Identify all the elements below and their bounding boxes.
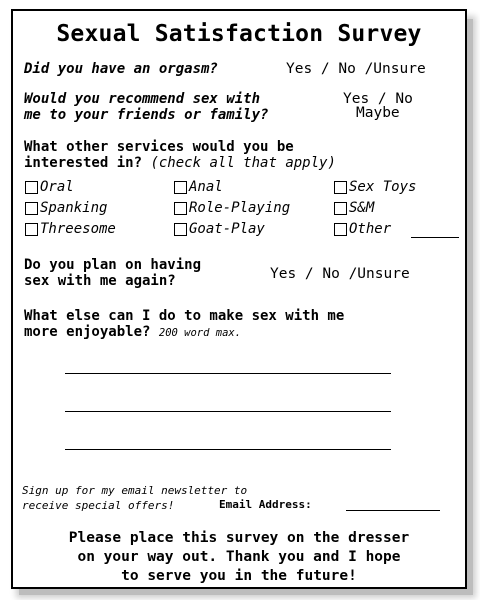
question-recommend-line2: me to your friends or family? bbox=[24, 107, 269, 123]
checkbox-goat-play[interactable] bbox=[174, 221, 265, 237]
checkbox-label: S&M bbox=[349, 200, 375, 216]
checkbox-oral[interactable] bbox=[25, 179, 74, 195]
email-input-line[interactable] bbox=[346, 510, 440, 511]
question-again-line1: Do you plan on having bbox=[24, 257, 202, 273]
survey-sheet bbox=[11, 9, 467, 589]
checkbox-square[interactable] bbox=[174, 181, 187, 194]
checkbox-square[interactable] bbox=[25, 223, 38, 236]
checkbox-square[interactable] bbox=[174, 202, 187, 215]
closing-line3: to serve you in the future! bbox=[121, 568, 357, 584]
answer-line-1[interactable] bbox=[65, 373, 391, 374]
checkbox-s-and-m[interactable] bbox=[334, 200, 374, 216]
question-services-text: interested in? bbox=[24, 155, 143, 171]
checkbox-label: Other bbox=[349, 221, 392, 237]
checkbox-label: Sex Toys bbox=[349, 179, 417, 195]
checkbox-label: Spanking bbox=[40, 200, 108, 216]
checkbox-other[interactable] bbox=[334, 221, 391, 237]
closing-line1: Please place this survey on the dresser bbox=[68, 530, 410, 546]
checkbox-label: Goat-Play bbox=[189, 221, 265, 237]
question-recommend-line1: Would you recommend sex with bbox=[24, 91, 261, 107]
checkbox-label: Threesome bbox=[40, 221, 116, 237]
checkbox-square[interactable] bbox=[25, 181, 38, 194]
question-again-line2: sex with me again? bbox=[24, 273, 176, 289]
question-enjoyable-text: more enjoyable? bbox=[24, 324, 151, 340]
answer-line-3[interactable] bbox=[65, 449, 391, 450]
question-services-note: (check all that apply) bbox=[150, 155, 336, 171]
word-limit-note: 200 word max. bbox=[158, 327, 242, 339]
question-enjoyable-line2 bbox=[24, 324, 241, 341]
checkbox-square[interactable] bbox=[174, 223, 187, 236]
checkbox-anal[interactable] bbox=[174, 179, 223, 195]
checkbox-square[interactable] bbox=[334, 181, 347, 194]
answer-options-recommend[interactable]: Yes / No bbox=[343, 91, 413, 107]
checkbox-sex-toys[interactable] bbox=[334, 179, 416, 195]
checkbox-threesome[interactable] bbox=[25, 221, 116, 237]
checkbox-square[interactable] bbox=[334, 202, 347, 215]
answer-options-again[interactable]: Yes / No /Unsure bbox=[270, 266, 410, 282]
survey-title: Sexual Satisfaction Survey bbox=[56, 21, 422, 47]
newsletter-line1: Sign up for my email newsletter to bbox=[22, 484, 248, 497]
checkbox-label: Role-Playing bbox=[189, 200, 291, 216]
answer-option-maybe[interactable]: Maybe bbox=[356, 105, 400, 121]
email-address-label: Email Address: bbox=[219, 498, 312, 511]
checkbox-square[interactable] bbox=[334, 223, 347, 236]
checkbox-spanking[interactable] bbox=[25, 200, 107, 216]
question-services-line2 bbox=[24, 155, 336, 171]
other-write-in-line[interactable] bbox=[411, 237, 459, 238]
question-orgasm: Did you have an orgasm? bbox=[24, 61, 218, 77]
question-enjoyable-line1: What else can I do to make sex with me bbox=[24, 308, 345, 324]
closing-line2: on your way out. Thank you and I hope bbox=[77, 549, 401, 565]
answer-options-orgasm[interactable]: Yes / No /Unsure bbox=[286, 61, 426, 77]
closing-message bbox=[13, 529, 465, 586]
question-services-line1: What other services would you be bbox=[24, 139, 294, 155]
answer-line-2[interactable] bbox=[65, 411, 391, 412]
checkbox-label: Anal bbox=[189, 179, 223, 195]
checkbox-square[interactable] bbox=[25, 202, 38, 215]
newsletter-line2: receive special offers! bbox=[22, 499, 175, 512]
checkbox-label: Oral bbox=[40, 179, 74, 195]
checkbox-role-playing[interactable] bbox=[174, 200, 290, 216]
